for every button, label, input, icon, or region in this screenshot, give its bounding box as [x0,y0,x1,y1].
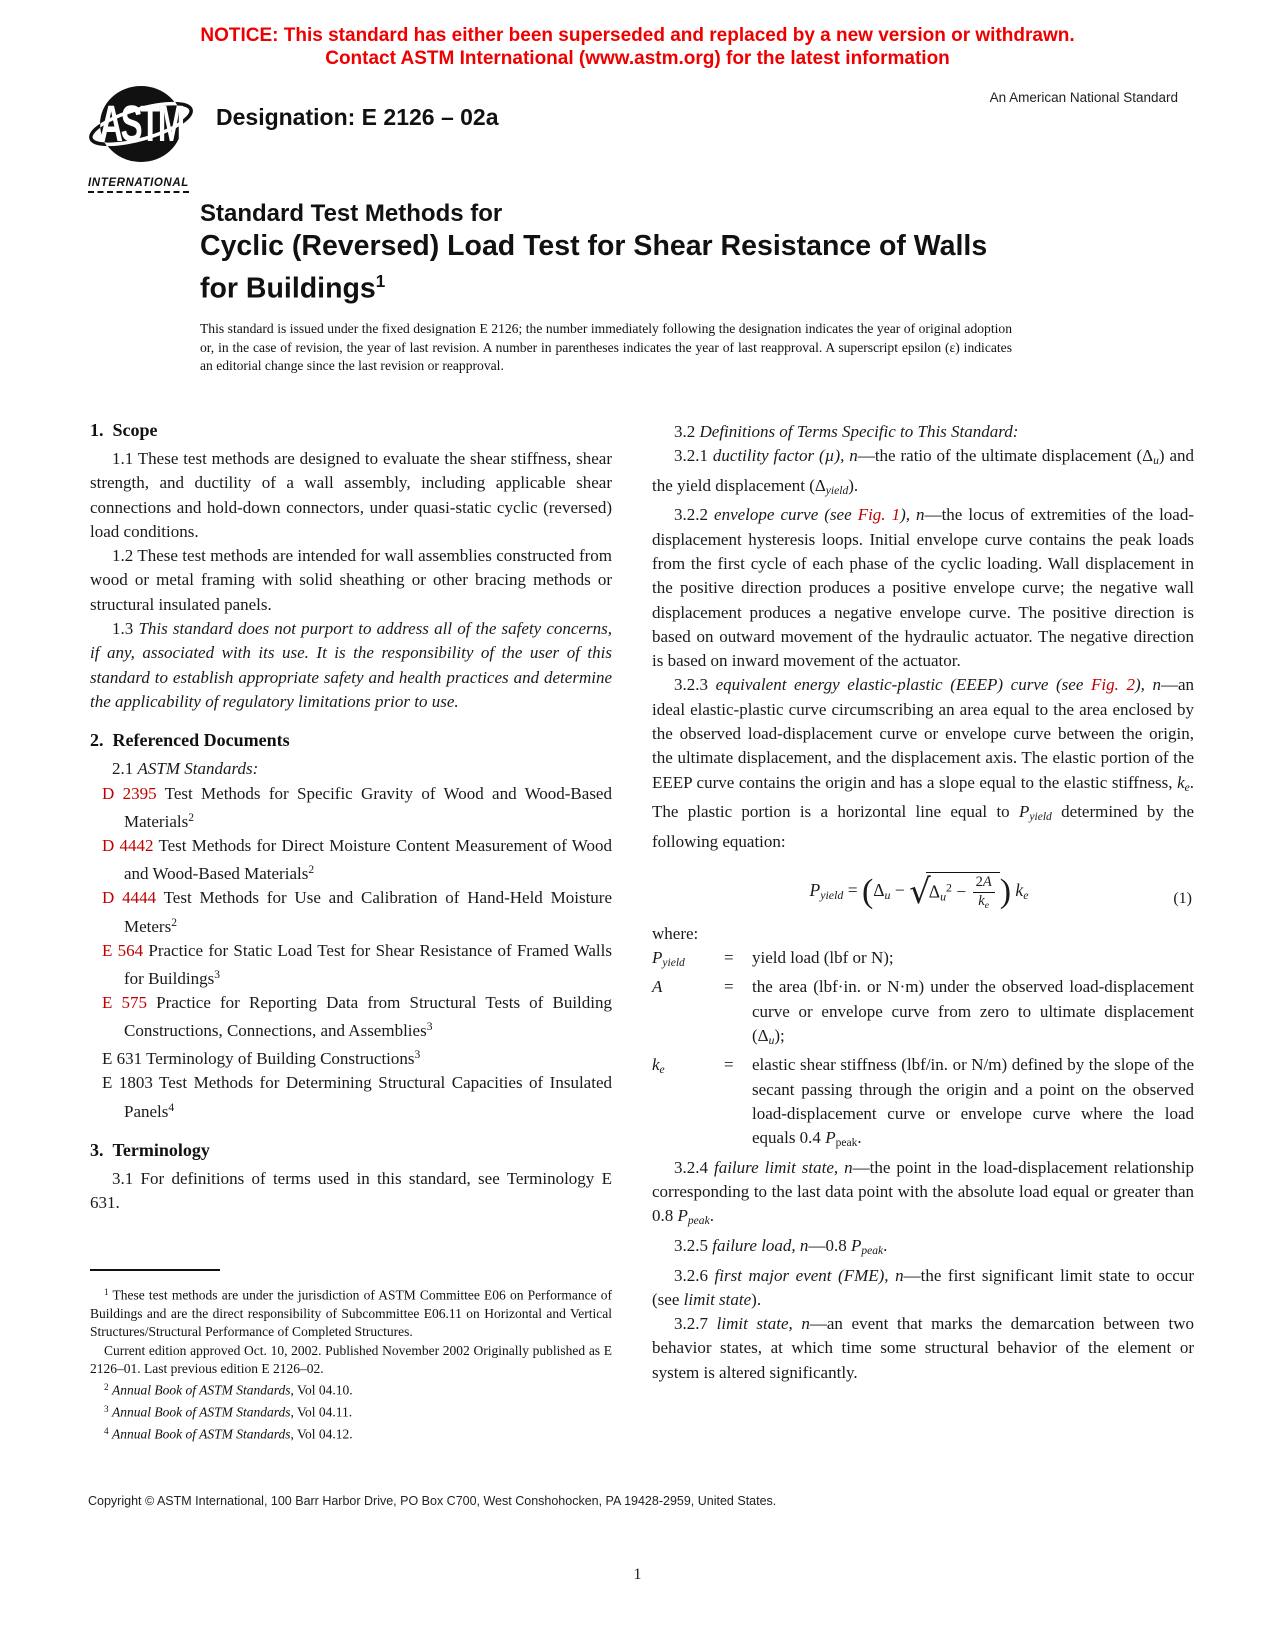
document-title [200,198,1120,307]
ref-link-d4444[interactable]: D 4444 [102,888,157,908]
eq-lhs: P [809,879,821,900]
astm-logo-international-label: INTERNATIONAL [88,177,189,193]
eq-frac-numerator [973,875,995,893]
text-segment: P [652,947,663,967]
text-segment: . [883,1236,888,1256]
eq-open-paren: ( [861,872,874,910]
where-term [652,975,724,1053]
text-segment: Test Methods for Use and Calibration of Hand-Held Moisture Meters [124,888,613,936]
eq-lhs-sub: yield [820,888,844,903]
text-segment: 3 [414,1048,421,1062]
text-segment: e [1184,780,1190,794]
ref-link-d2395[interactable]: D 2395 [102,783,157,803]
text-segment: 1.1 These test methods are designed to evaluate the shear stiffness, shear strength, and ductility of a wall assembly, including applicable shear connections and hold-down connectors, under quasi-static cyclic (reversed) load conditions. [90,449,612,541]
text-segment: P [1019,802,1030,822]
text-segment: ), n [900,505,925,525]
text-segment: P [850,1236,862,1256]
text-segment: P [825,1128,836,1148]
reference-item [90,886,612,938]
superseded-notice [0,24,1275,70]
text-segment: 3.2.7 [674,1314,717,1334]
paragraph-1-2 [90,544,612,617]
footnote-block [90,1269,612,1443]
where-equals: = [724,977,734,997]
eq-rad-delta-sub: u [940,889,947,904]
text-segment: 4 [104,1425,109,1436]
text-segment: Practice for Reporting Data from Structural Tests of Building Constructions, Connections, and Assemblies [124,993,612,1041]
text-segment: peak [687,1214,710,1228]
where-equals: = [724,947,734,967]
text-segment: 1 [104,1287,109,1298]
superseded-notice-line2: Contact ASTM International (www.astm.org) for the latest information [325,48,950,69]
where-row-pyield [652,946,1194,976]
reference-item [90,834,612,886]
paragraph-3-1 [90,1167,612,1216]
issued-note: This standard is issued under the fixed designation E 2126; the number immediately following the designation indicates the year of original adoption or, in the case of revision, the year of last revision. A number in parentheses indicates the year of last reapproval. A superscript epsilon (ε) indicates an editorial change since the last revision or reapproval. [200,321,1012,374]
text-segment: ductility factor (µ), n [712,446,858,466]
where-row-area [652,975,1194,1053]
text-segment: equivalent energy elastic-plastic (EEEP) curve (see [715,675,1091,695]
reference-item [90,991,612,1043]
text-segment: 3.2.2 [674,505,715,525]
where-term [652,1053,724,1155]
paragraph-1-3 [90,617,612,714]
text-segment: 3 [214,967,220,981]
eq-fraction [973,875,995,912]
right-column [652,420,1194,1443]
text-segment: ). [848,475,859,495]
eq-coef: k [1015,879,1024,900]
text-segment: yield [662,956,685,970]
text-segment: Annual Book of ASTM Standards [111,1426,291,1442]
text-segment: 3.2.3 [674,675,716,695]
text-segment: Annual Book of ASTM Standards [111,1404,291,1420]
section-heading-terminology: 3. Terminology [90,1139,210,1160]
astm-logo [88,84,206,193]
text-segment: ); [774,1025,785,1045]
text-segment: —an ideal elastic-plastic curve circumscribing an area equal to the area enclosed by the observed load-displacement curve or envelope curve between the origin, the ultimate displacement, and the displacement axis. The elastic portion of the EEEP curve contains the origin and has a slope equal to the elastic stiffness, [652,675,1195,792]
text-segment: 2 [308,863,315,877]
where-description [752,1053,1194,1155]
text-segment: e [659,1063,665,1077]
text-segment: 4 [168,1100,175,1114]
text-segment: Definitions of Terms Specific to This Standard: [699,422,1019,441]
text-segment: 2.1 [112,759,138,779]
text-segment: the area (lbf·in. or N·m) under the observed load-displacement curve or envelope curve from zero to ultimate displacement (Δ [752,977,1194,1045]
text-segment: ) and the yield displacement (Δ [652,446,1194,495]
eq-equals: = [843,879,862,900]
text-segment: This standard does not purport to address all of the safety concerns, if any, associated with its use. It is the responsibility of the user of this standard to establish appropriate safety and health practices and determine the applicability of regulatory limitations prior to use. [90,619,613,711]
text-segment: elastic shear stiffness (lbf/in. or N/m) defined by the slope of the secant passing through the origin and a point on the observed load-displacement curve or envelope curve where the load equals 0.4 [752,1055,1194,1148]
copyright-line: Copyright © ASTM International, 100 Barr Harbor Drive, PO Box C700, West Conshohocken, PA 19428-2959, United States. [88,1494,777,1508]
where-term [652,946,724,976]
eq-frac-num-coeff: 2 [975,873,983,890]
text-segment: , Vol 04.10. [290,1382,353,1398]
footnote-divider [90,1269,220,1271]
where-equals: = [724,1055,734,1075]
text-segment: 3 [104,1403,109,1414]
reference-item [90,1071,612,1123]
reference-item [90,782,612,834]
text-segment: limit state, n [716,1314,810,1334]
paragraph-3-2-2 [652,503,1194,673]
text-segment: —an event that marks the demarcation between two behavior states, at which time some structural behavior of the element or system is altered significantly. [652,1314,1195,1382]
eq-rad-square: 2 [946,880,952,895]
text-segment: Current edition approved Oct. 10, 2002. Published November 2002 Originally published as E 2126–01. Last previous edition E 2126–02. [90,1342,612,1376]
paragraph-3-2-6 [652,1264,1194,1313]
section-heading-referenced-documents: 2. Referenced Documents [90,730,290,751]
text-segment: —the ratio of the ultimate displacement (Δ [857,446,1154,466]
text-segment: 3.1 For definitions of terms used in this standard, see Terminology E 631. [90,1168,612,1213]
ref-link-e564[interactable]: E 564 [102,940,144,960]
text-segment: determined by the following equation: [652,802,1194,851]
designation-label: Designation: E 2126 – 02a [216,104,499,130]
text-segment: E 631 Terminology of Building Constructions [102,1049,415,1069]
paragraph-3-2-7 [652,1312,1194,1385]
text-segment: Annual Book of ASTM Standards [111,1382,291,1398]
text-segment: failure load, n [712,1236,809,1256]
text-segment: . The plastic portion is a horizontal line equal to [652,772,1194,822]
text-segment: E 1803 Test Methods for Determining Structural Capacities of Insulated Panels [102,1073,612,1121]
eq-frac-num-var: A [982,873,992,890]
title-line-2: Cyclic (Reversed) Load Test for Shear Resistance of Walls [200,230,988,262]
text-segment: 3.2.1 [674,446,713,466]
footnote-2 [90,1378,612,1400]
body-columns [90,420,1194,1443]
text-segment: These test methods are under the jurisdiction of ASTM Committee E06 on Performance of Buildings and are the direct responsibility of Subcommittee E06.11 on Horizontal and Vertical Structures/Structural Performance of Completed Structures. [90,1287,612,1340]
text-segment: failure limit state, n [713,1157,853,1177]
paragraph-1-1 [90,447,612,544]
figure-2-link[interactable]: Fig. 2 [1090,675,1135,695]
eq-radicand [926,872,1000,912]
text-segment: —the point in the load-displacement relationship corresponding to the last data point with the absolute load equal or greater than 0.8 [652,1157,1194,1226]
text-segment: k [1177,772,1185,792]
text-segment: peak [835,1136,858,1150]
text-segment: Test Methods for Direct Moisture Content Measurement of Wood and Wood-Based Materials [124,835,612,883]
text-segment: ). [751,1289,762,1309]
eq-close-paren: ) [999,872,1012,910]
astm-logo-brand-text: ASTM [99,95,183,153]
section-heading-scope: 1. Scope [90,420,158,440]
text-segment: 3.2.6 [674,1265,715,1285]
eq-coef-sub: e [1023,888,1029,903]
text-segment: 3.2.5 [674,1236,713,1256]
text-segment: peak [861,1244,884,1258]
text-segment: 1.2 These test methods are intended for wall assemblies constructed from wood or metal framing with solid sheathing or other bracing methods or structural insulated panels. [90,546,612,614]
text-segment: 3.2 [674,422,700,441]
national-standard-label: An American National Standard [989,90,1178,105]
text-segment: , Vol 04.11. [290,1404,353,1420]
text-segment: . [709,1206,714,1226]
text-segment: yield load (lbf or N); [752,947,894,967]
text-segment: 3.2.4 [674,1157,714,1177]
title-line-1: Standard Test Methods for [200,200,503,227]
eq-delta-sub: u [884,888,891,903]
text-segment: A [652,977,663,997]
masthead [88,84,1178,196]
footnote-1 [90,1283,612,1341]
text-segment: k [652,1055,660,1075]
text-segment: 2 [104,1381,109,1392]
text-segment: limit state [683,1289,752,1309]
page-number: 1 [633,1566,642,1583]
text-segment: 2 [188,810,194,824]
astm-logo-icon [88,84,200,168]
eq-sqrt-icon: √ [909,871,931,912]
text-segment: —the first significant limit state to occur (see [652,1265,1194,1309]
title-line-3-text: for Buildings [200,272,376,305]
superseded-notice-line1: NOTICE: This standard has either been superseded and replaced by a new version or withdrawn. [200,25,1075,46]
eq-rad-minus: − [951,881,971,902]
text-segment: yield [1029,810,1052,824]
paragraph-2-1 [90,757,612,781]
text-segment: P [677,1206,688,1226]
text-segment: u [768,1034,775,1048]
text-segment: . [857,1128,862,1148]
footnote-3 [90,1400,612,1422]
text-segment: Practice for Static Load Test for Shear Resistance of Framed Walls for Buildings [124,940,612,988]
title-footnote-ref: 1 [375,272,386,291]
reference-item [90,939,612,991]
title-line-3 [200,264,1120,307]
paragraph-3-2-1 [652,444,1194,503]
footnote-4 [90,1422,612,1444]
text-segment: yield [825,484,849,498]
text-segment: u [1153,454,1159,468]
eq-rad-delta: Δ [928,881,941,902]
eq-frac-den-sub: e [984,899,990,911]
paragraph-3-2-4 [652,1156,1194,1234]
paragraph-3-2-3 [652,673,1194,854]
where-label: where: [652,923,699,943]
where-row-ke [652,1053,1194,1155]
ref-link-d4442[interactable]: D 4442 [102,835,154,855]
text-segment: , Vol 04.12. [290,1426,353,1442]
text-segment: ASTM Standards: [137,759,259,779]
equation-number: (1) [1173,889,1192,907]
where-description [752,946,1194,976]
text-segment: —the locus of extremities of the load-displacement hysteresis loops. Initial envelope curve contains the peak loads from the first cycle of each phase of the cyclic loading. Wall displacement in the positive direction produces a positive envelope curve; the negative wall displacement produces a negative envelope curve. The positive direction is based on outward movement of the hydraulic actuator. The negative direction is based on inward movement of the actuator. [652,505,1195,671]
paragraph-3-2 [652,420,1194,444]
text-segment: Test Methods for Specific Gravity of Wood and Wood-Based Materials [124,783,612,831]
text-segment: first major event (FME), n [714,1265,904,1285]
left-column [90,420,612,1443]
text-segment: 2 [171,915,177,929]
eq-frac-denominator [973,893,995,912]
eq-delta: Δ [873,879,885,900]
text-segment: 1.3 [112,619,139,639]
reference-item [90,1043,612,1071]
text-segment: —0.8 [808,1236,851,1256]
text-segment: envelope curve (see [714,505,858,525]
text-segment: 3 [426,1020,433,1034]
footnote-edition [90,1342,612,1378]
where-description [752,975,1194,1053]
ref-link-e575[interactable]: E 575 [102,993,148,1012]
paragraph-3-2-5 [652,1234,1194,1264]
eq-minus: − [890,879,910,900]
equation-1 [652,871,1192,912]
eq-frac-den-base: k [978,892,985,909]
text-segment: ), n [1134,675,1161,695]
figure-1-link[interactable]: Fig. 1 [857,505,901,525]
